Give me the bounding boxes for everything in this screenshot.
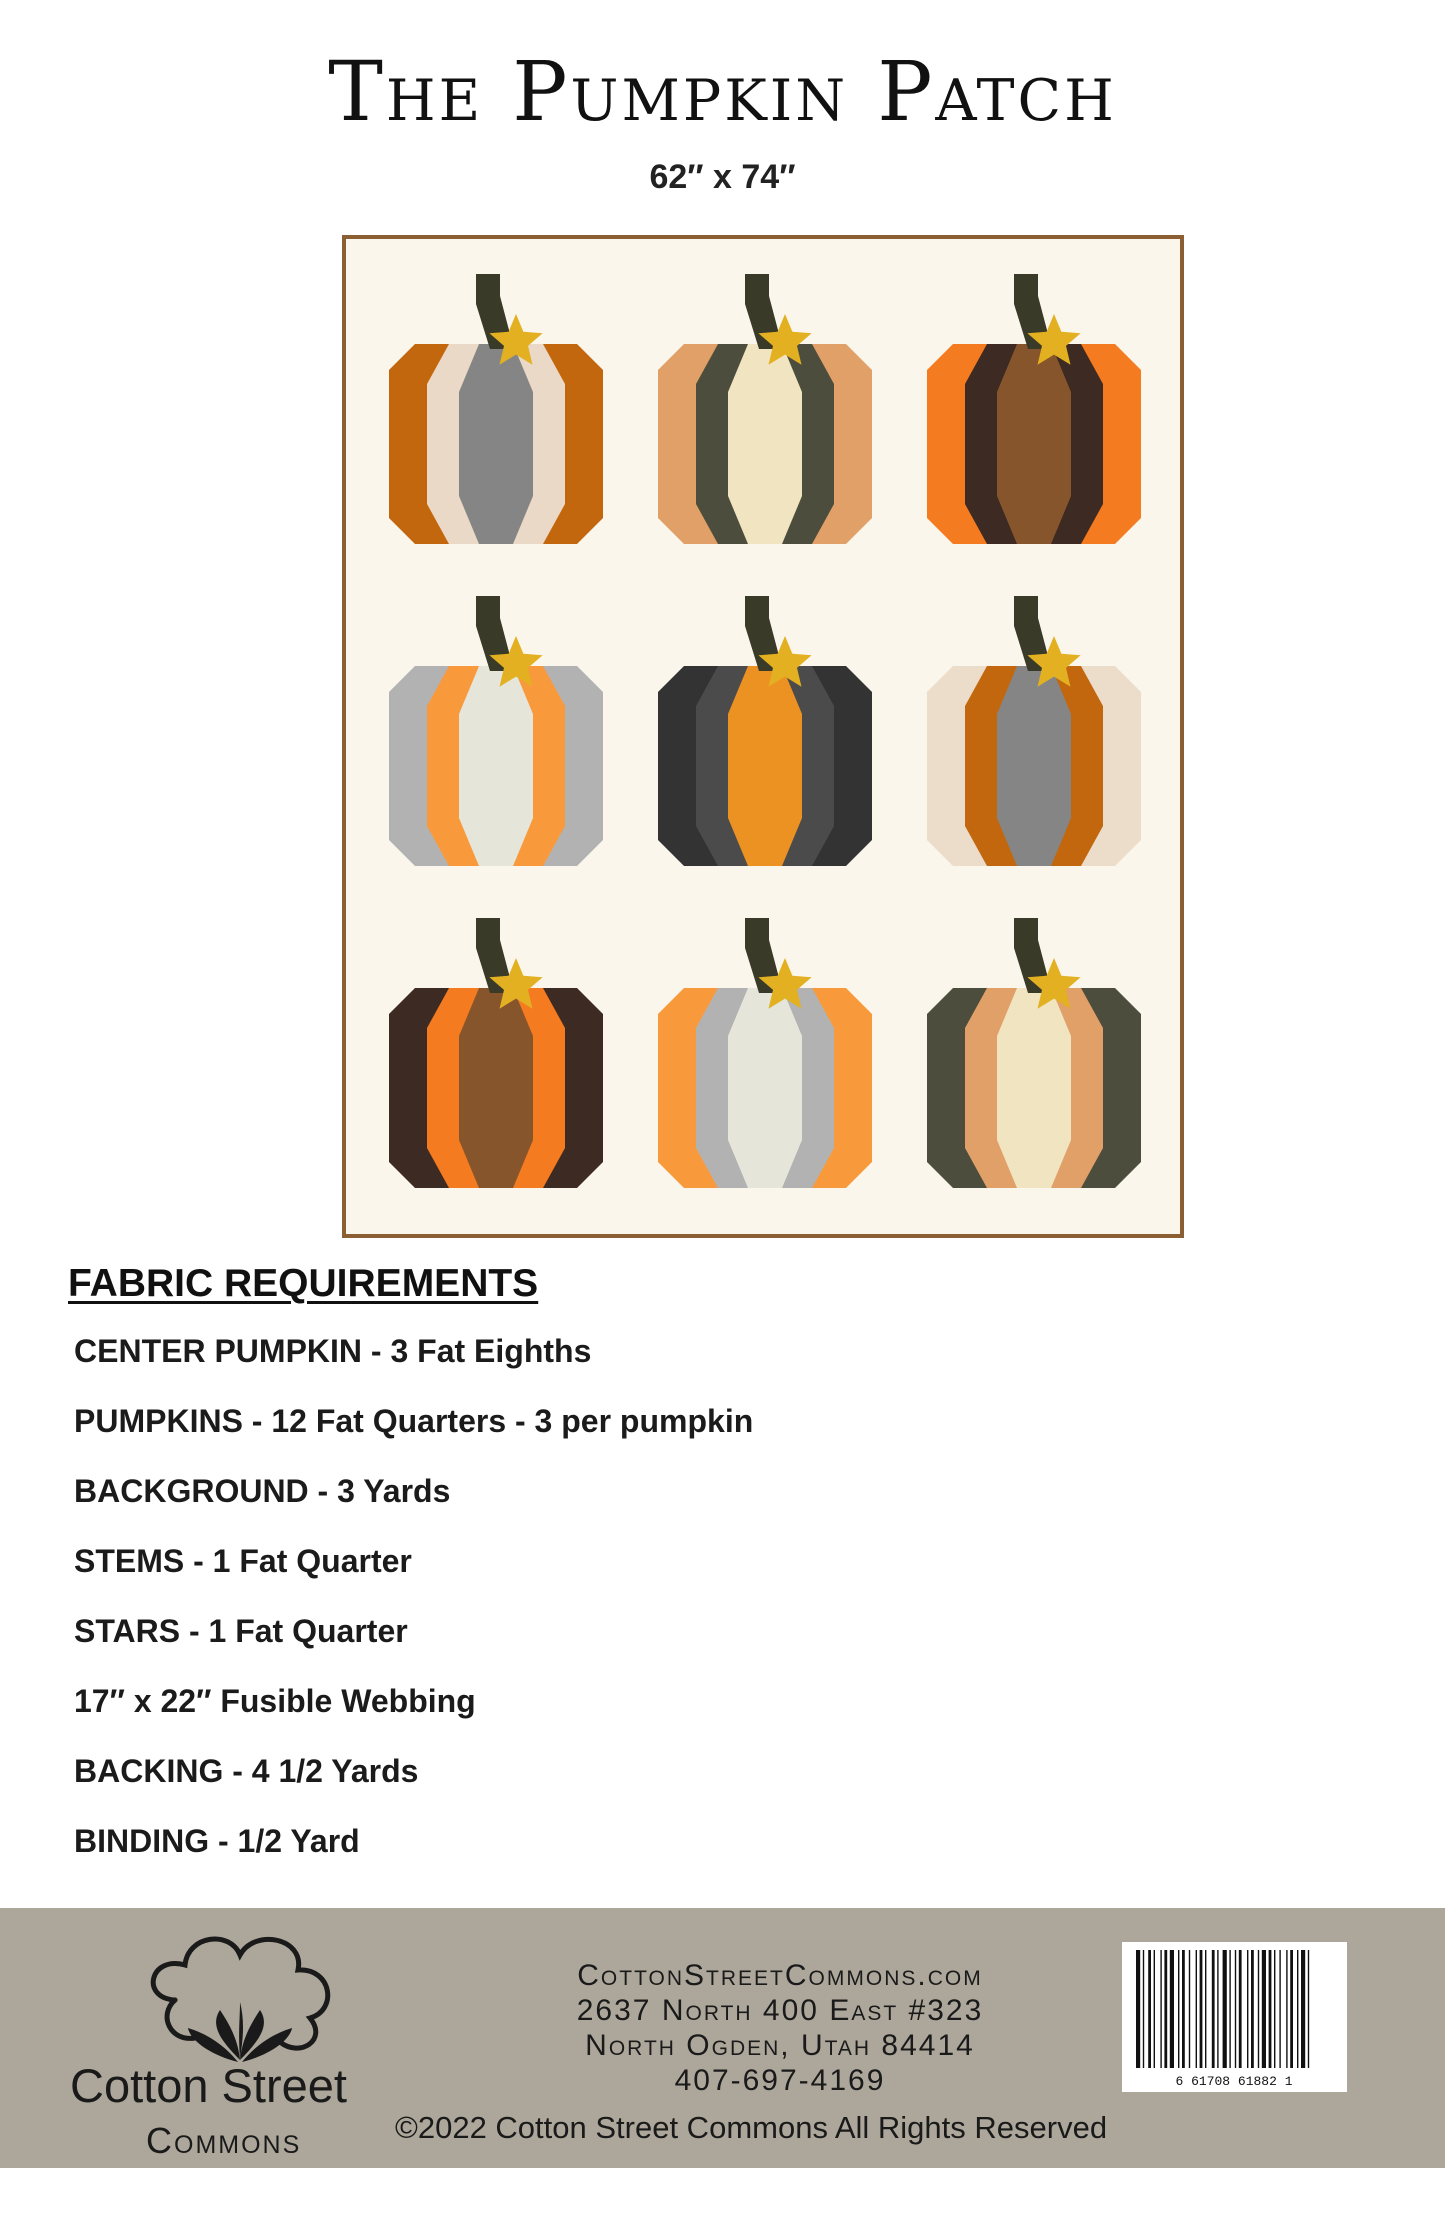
barcode-bar: [1223, 1950, 1227, 2068]
barcode-bar: [1189, 1950, 1190, 2068]
pumpkin-center: [459, 344, 533, 544]
pumpkin-block: [658, 344, 872, 544]
requirement-item: STEMS - 1 Fat Quarter: [74, 1543, 412, 1579]
contact-info: [470, 1958, 1090, 2098]
fabric-requirements-heading: FABRIC REQUIREMENTS: [68, 1262, 539, 1305]
barcode-bar: [1229, 1950, 1230, 2068]
barcode-bar: [1143, 1950, 1144, 2068]
barcode-bar: [1148, 1950, 1151, 2068]
pumpkin-center: [459, 988, 533, 1188]
barcode-bar: [1182, 1950, 1185, 2068]
requirement-item: PUMPKINS - 12 Fat Quarters - 3 per pumpkin: [74, 1403, 754, 1439]
barcode-bar: [1196, 1950, 1197, 2068]
pumpkin-center: [997, 344, 1071, 544]
barcode-bar: [1247, 1950, 1248, 2068]
barcode-bar: [1178, 1950, 1179, 2068]
pumpkin-block: [927, 988, 1141, 1188]
quilt-size: 62″ x 74″: [649, 158, 796, 196]
copyright-notice: ©2022 Cotton Street Commons All Rights Reserved: [395, 2110, 1108, 2145]
barcode-bar: [1205, 1950, 1206, 2068]
barcode-bar: [1286, 1950, 1287, 2068]
quilt-pumpkin-grid: [346, 239, 1180, 1234]
barcode-bar: [1301, 1950, 1305, 2068]
phone-number: 407-697-4169: [674, 2064, 886, 2097]
pumpkin-center: [997, 666, 1071, 866]
barcode-bar: [1290, 1950, 1293, 2068]
barcode-bar: [1239, 1950, 1242, 2068]
pumpkin-center: [728, 988, 802, 1188]
barcode: [1122, 1942, 1347, 2092]
quilt-illustration: [342, 235, 1184, 1238]
requirement-item: 17″ x 22″ Fusible Webbing: [74, 1683, 476, 1719]
publisher-footer: [0, 1908, 1445, 2168]
pumpkin-block: [658, 988, 872, 1188]
barcode-bar: [1164, 1950, 1167, 2068]
logo-subtitle: Commons: [146, 2120, 302, 2161]
barcode-bar: [1279, 1950, 1280, 2068]
pumpkin-block: [927, 666, 1141, 866]
barcode-image: [1122, 1942, 1347, 2092]
address-line: North Ogden, Utah 84414: [585, 2029, 975, 2062]
barcode-bar: [1160, 1950, 1161, 2068]
requirement-item: BINDING - 1/2 Yard: [74, 1823, 360, 1859]
logo-wordmark: Cotton Street: [70, 2059, 347, 2112]
fabric-requirements: [68, 1262, 968, 1894]
cotton-flower-icon: [70, 1930, 430, 2070]
pumpkin-center: [459, 666, 533, 866]
barcode-bar: [1251, 1950, 1254, 2068]
pumpkin-block: [389, 666, 603, 866]
pumpkin-block: [927, 344, 1141, 544]
barcode-bar: [1154, 1950, 1155, 2068]
barcode-bar: [1235, 1950, 1236, 2068]
barcode-bar: [1274, 1950, 1275, 2068]
barcode-digits: 6 61708 61882 1: [1175, 2074, 1293, 2089]
barcode-bar: [1212, 1950, 1215, 2068]
pumpkin-block: [389, 988, 603, 1188]
barcode-bar: [1170, 1950, 1174, 2068]
barcode-bar: [1258, 1950, 1259, 2068]
requirement-item: STARS - 1 Fat Quarter: [74, 1613, 408, 1649]
pumpkin-block: [658, 666, 872, 866]
publisher-logo: [70, 1930, 430, 2160]
barcode-bar: [1262, 1950, 1266, 2068]
pumpkin-block: [389, 344, 603, 544]
pattern-title: The Pumpkin Patch: [328, 45, 1117, 140]
requirement-item: CENTER PUMPKIN - 3 Fat Eighths: [74, 1333, 592, 1369]
requirement-item: BACKING - 4 1/2 Yards: [74, 1753, 419, 1789]
barcode-bar: [1308, 1950, 1309, 2068]
pumpkin-center: [728, 344, 802, 544]
address-line: 2637 North 400 East #323: [576, 1994, 984, 2027]
website-link[interactable]: CottonStreetCommons.com: [577, 1959, 983, 1992]
barcode-bar: [1297, 1950, 1298, 2068]
barcode-bar: [1269, 1950, 1272, 2068]
barcode-bar: [1200, 1950, 1203, 2068]
barcode-bar: [1136, 1950, 1140, 2068]
pumpkin-center: [997, 988, 1071, 1188]
barcode-bar: [1217, 1950, 1218, 2068]
requirement-item: BACKGROUND - 3 Yards: [74, 1473, 451, 1509]
pumpkin-center: [728, 666, 802, 866]
